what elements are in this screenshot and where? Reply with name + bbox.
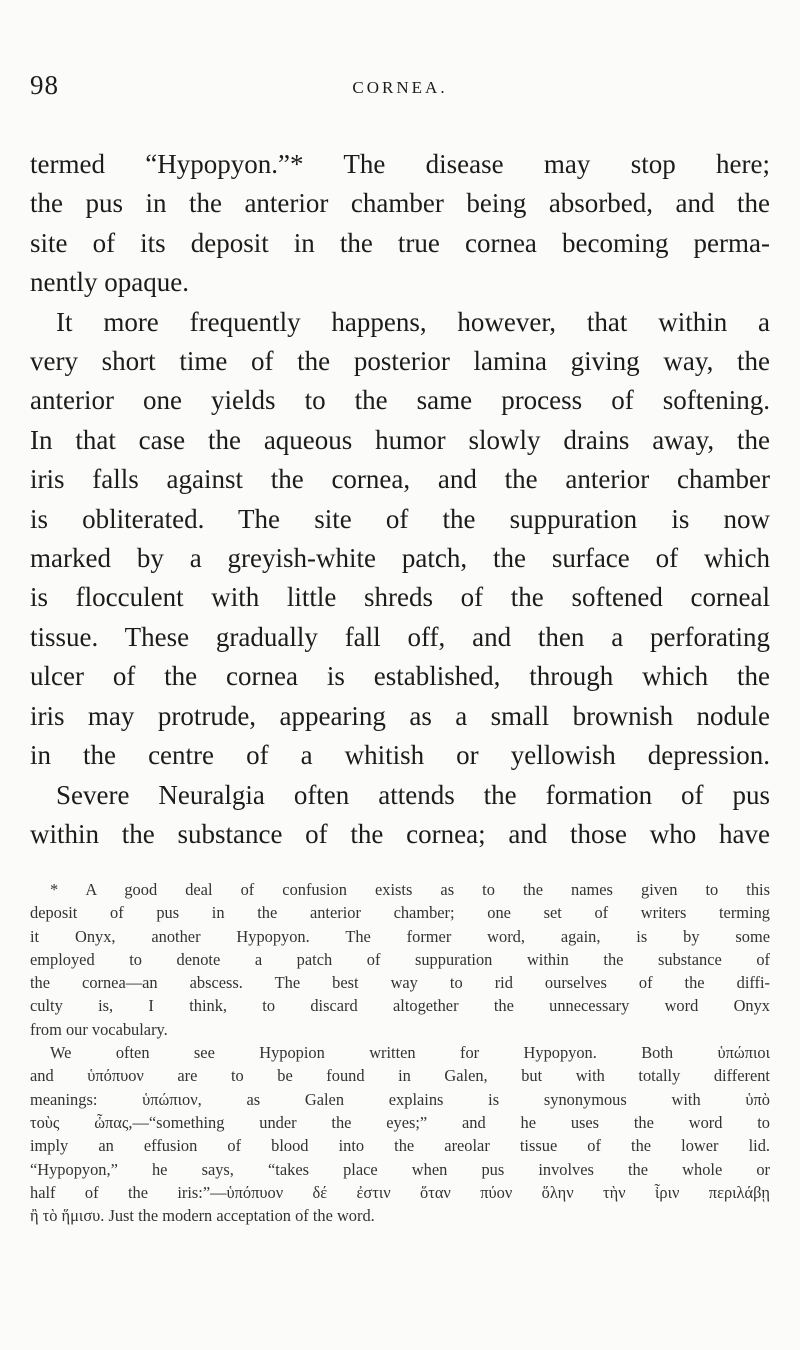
body-line: very short time of the posterior lamina giving way, the — [30, 346, 770, 377]
footnote-line: the cornea—an abscess. The best way to rid ourselves of the diffi- — [30, 973, 770, 993]
footnote-line: from our vocabulary. — [30, 1019, 168, 1039]
running-head — [0, 70, 800, 110]
footnote-line: culty is, I think, to discard altogether the unnecessary word Onyx — [30, 996, 770, 1016]
footnote-line: * A good deal of confusion exists as to the names given to this — [50, 880, 770, 899]
body-line: iris falls against the cornea, and the anterior chamber — [30, 464, 770, 495]
body-line: In that case the aqueous humor slowly drains away, the — [30, 424, 770, 455]
body-line: the pus in the anterior chamber being absorbed, and the — [30, 188, 770, 219]
body-text — [30, 145, 770, 854]
body-line: tissue. These gradually fall off, and then a perforating — [30, 621, 770, 652]
footnote-line: τοὺς ὦπας,—“something under the eyes;” and he uses the word to — [30, 1112, 770, 1132]
body-line: ulcer of the cornea is established, through which the — [30, 661, 770, 692]
footnote-line: meanings: ὑπώπιον, as Galen explains is synonymous with ὑπὸ — [30, 1089, 770, 1109]
body-line: within the substance of the cornea; and those who have — [30, 818, 770, 849]
footnote — [30, 878, 770, 1227]
body-line: in the centre of a whitish or yellowish depression. — [30, 740, 770, 771]
body-line: anterior one yields to the same process of softening. — [30, 385, 770, 416]
footnote-line: half of the iris:”—ὑπόπυον δέ ἐστιν ὅταν πύον ὅλην τὴν ἶριν περιλάβῃ — [30, 1182, 770, 1202]
body-line: is obliterated. The site of the suppuration is now — [30, 503, 770, 534]
running-title: CORNEA. — [352, 78, 448, 97]
body-line: site of its deposit in the true cornea becoming perma- — [30, 227, 770, 258]
footnote-line: ἢ τὸ ἥμισυ. Just the modern acceptation of the word. — [30, 1206, 375, 1226]
body-line: nently opaque. — [30, 267, 189, 298]
footnote-line: deposit of pus in the anterior chamber; one set of writers terming — [30, 903, 770, 923]
body-line: is flocculent with little shreds of the softened corneal — [30, 582, 770, 613]
footnote-line: and ὑπόπυον are to be found in Galen, but with totally different — [30, 1066, 770, 1086]
footnote-line: We often see Hypopion written for Hypopyon. Both ὑπώπιοι — [50, 1043, 770, 1063]
page-number: 98 — [30, 70, 59, 100]
body-line: Severe Neuralgia often attends the formation of pus — [56, 779, 770, 810]
footnote-line: it Onyx, another Hypopyon. The former word, again, is by some — [30, 926, 770, 946]
body-line: marked by a greyish-white patch, the surface of which — [30, 543, 770, 574]
footnote-line: imply an effusion of blood into the areolar tissue of the lower lid. — [30, 1136, 770, 1156]
body-line: It more frequently happens, however, that within a — [56, 306, 770, 337]
body-line: iris may protrude, appearing as a small brownish nodule — [30, 700, 770, 731]
body-line: termed “Hypopyon.”* The disease may stop here; — [30, 149, 770, 179]
footnote-line: employed to denote a patch of suppuration within the substance of — [30, 949, 770, 969]
footnote-line: “Hypopyon,” he says, “takes place when pus involves the whole or — [30, 1159, 770, 1179]
